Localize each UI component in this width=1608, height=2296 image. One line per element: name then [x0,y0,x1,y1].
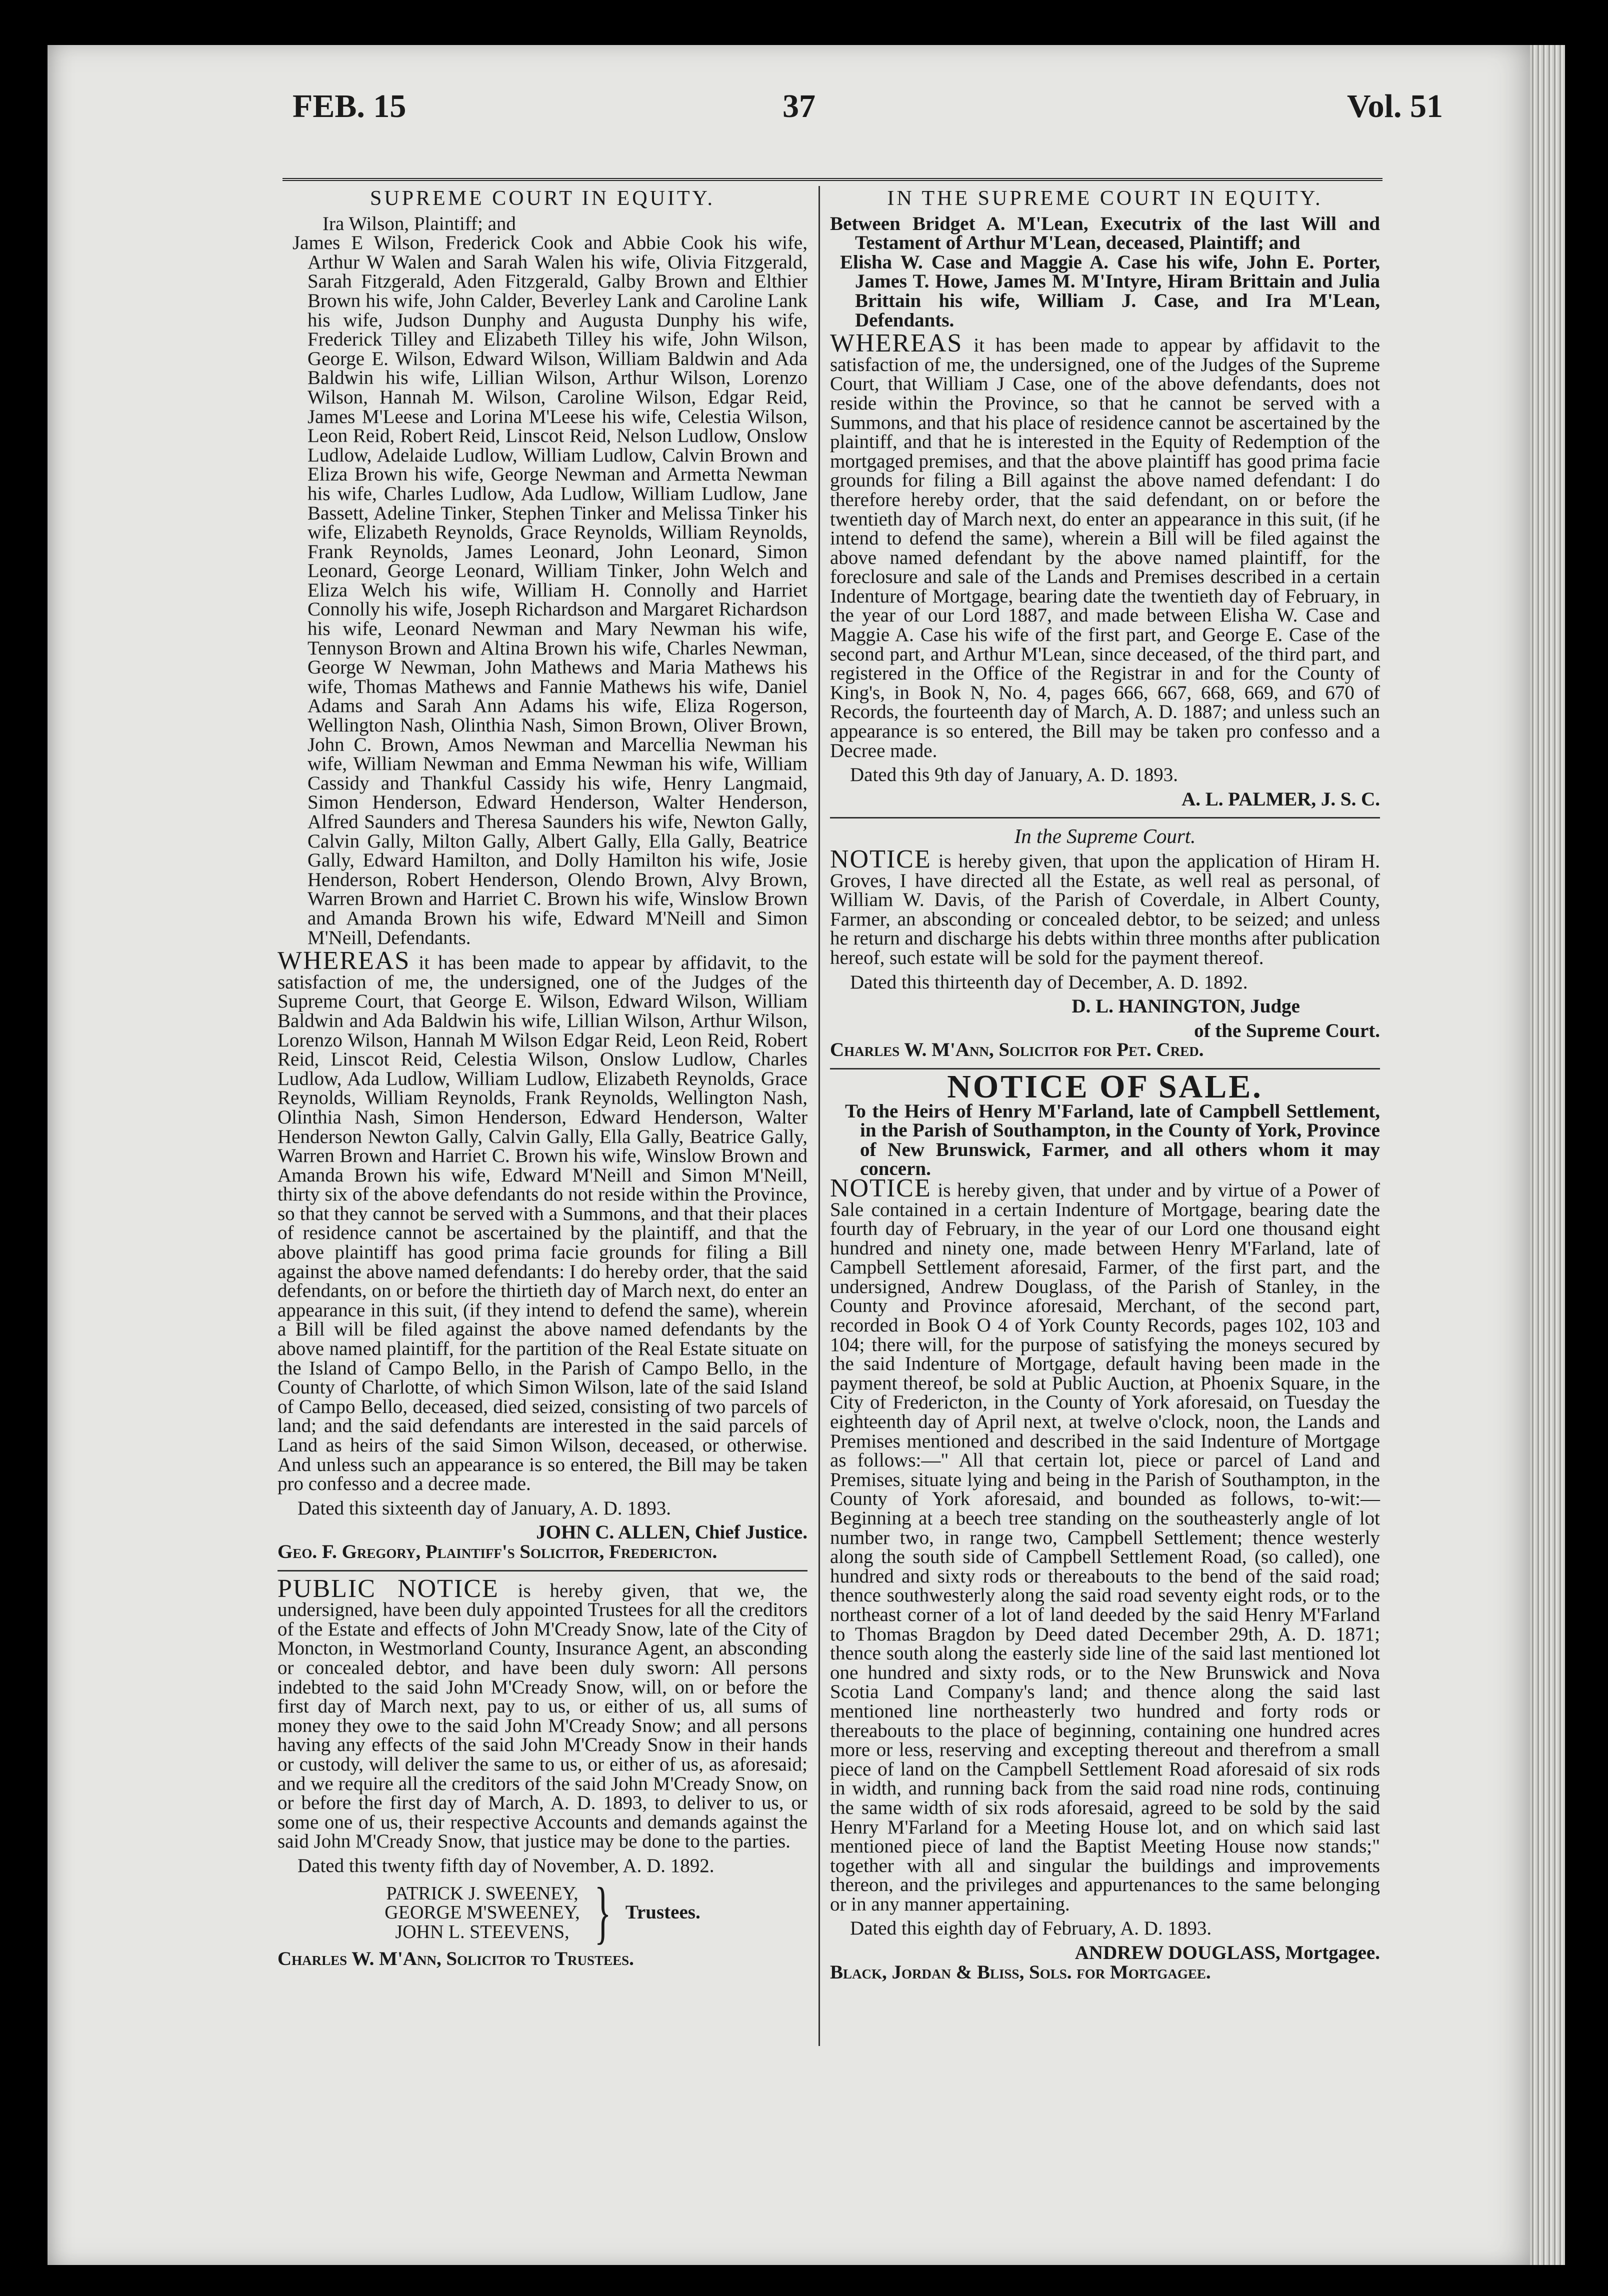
petition-solicitor: Charles W. M'Ann, Solicitor for Pet. Cred. [830,1039,1204,1061]
right-whereas-word: WHEREAS [830,329,963,358]
right-column [830,189,1380,1982]
sale-addressee: To the Heirs of Henry M'Farland, late of Campbell Settlement, in the Parish of Southampton, in the County of York, Province of New Brunswick, Farmer, and all others whom it may concern. [845,1100,1380,1180]
sale-notice-word: NOTICE [830,1174,932,1202]
parties-plaintiff: Between Bridget A. M'Lean, Executrix of the last Will and Testament of Arthur M'Lean, deceased, Plaintiff; and [830,212,1380,254]
left-column [278,189,808,1969]
left-title: SUPREME COURT IN EQUITY. [370,187,715,210]
header-date: FEB. 15 [292,88,406,124]
right-dated-line: Dated this 9th day of January, A. D. 1893. [850,764,1178,786]
sale-solicitor: Black, Jordan & Bliss, Sols. for Mortgagee. [830,1961,1211,1983]
whereas-word: WHEREAS [278,946,410,976]
public-notice-dated: Dated this twenty fifth day of November, A. D. 1892. [298,1854,714,1876]
right-title: IN THE SUPREME COURT IN EQUITY. [887,187,1323,210]
separator [278,1570,808,1572]
notice-dated: Dated this thirteenth day of December, A. D. 1892. [850,971,1248,993]
page-header [240,88,1443,132]
defendants-list: James E Wilson, Frederick Cook and Abbie Cook his wife, Arthur W Walen and Sarah Walen his wife, Olivia Fitzgerald, Sarah Fitzgerald, Aden Fitzgerald, Galby Brown and Elthier Brown his wife, John Calder, Beverley Lank and Caroline Lank his wife, Judson Dunphy and Augusta Dunphy his wife, Frederick Tilley and Elizabeth Tilley his wife, John Wilson, George E. Wilson, Edward Wilson, William Baldwin and Ada Baldwin his wife, Lillian Wilson, Arthur Wilson, Lorenzo Wilson, Hannah M. Wilson, Caroline Wilson, Edgar Reid, James M'Leese and Lorina M'Leese his wife, Celestia Wilson, Leon Reid, Robert Reid, Linscot Reid, Nelson Ludlow, Onslow Ludlow, Adelaide Ludlow, William Ludlow, Calvin Brown and Eliza Brown his wife, George Newman and Armetta Newman his wife, Charles Ludlow, Ada Ludlow, William Ludlow, Jane Bassett, Adeline Tinker, Stephen Tinker and Melissa Tinker his wife, Elizabeth Reynolds, Grace Reynolds, William Reynolds, Frank Reynolds, James Leonard, John Leonard, Simon Leonard, George Leonard, William Tinker, John Welch and Eliza Welch his wife, William H. Connolly and Harriet Connolly his wife, Joseph Richardson and Margaret Richardson his wife, Leonard Newman and Mary Newman his wife, Tennyson Brown and Altina Brown his wife, Charles Newman, George W Newman, John Mathews and Maria Mathews his wife, Thomas Mathews and Fannie Mathews his wife, Daniel Adams and Sarah Ann Adams his wife, Eliza Rogerson, Wellington Nash, Olinthia Nash, Simon Brown, Oliver Brown, John C. Brown, Amos Newman and Marcellia Newman his wife, William Newman and Emma Newman his wife, William Cassidy and Thankful Cassidy his wife, Henry Langmaid, Simon Henderson, Edward Henderson, Walter Henderson, Alfred Saunders and Theresa Saunders his wife, Newton Gally, Calvin Gally, Milton Gally, Albert Gally, Ella Gally, Beatrice Gally, Edward Hamilton, and Dolly Hamilton his wife, Josie Henderson, Robert Henderson, Olendo Brown, Alvy Brown, Warren Brown and Harriet C. Brown his wife, Winslow Brown and Amanda Brown his wife, Edward M'Neill and Simon M'Neill, Defendants. [292,232,808,948]
trustee-name: GEORGE M'SWEENEY, [384,1902,580,1924]
trustees-label: Trustees. [625,1902,700,1924]
trustees-block [278,1874,808,1952]
judge2-title: of the Supreme Court. [1194,1020,1380,1042]
public-notice-word: PUBLIC NOTICE [278,1574,499,1603]
separator [830,817,1380,818]
mortgagee-signature: ANDREW DOUGLASS, Mortgagee. [1074,1942,1380,1964]
public-notice-paragraph: PUBLIC NOTICE is hereby given, that we, the undersigned, have been duly appointed Trustees for all the creditors of the Estate and effects of John M'Cready Snow, late of the City of Moncton, in Westmorland County, Insurance Agent, an absconding or concealed debtor, and have been duly sworn: All persons indebted to the said John M'Cready Snow, will, on or before the first day of March next, pay to us, or either of us, all sums of money they owe to the said John M'Cready Snow; and all persons having any effects of the said John M'Cready Snow in their hands or custody, will deliver the same to us, or either of us, as aforesaid; and we require all the creditors of the said John M'Cready Snow, on or before the first day of March, A. D. 1893, to deliver to us, or some one of us, their respective Accounts and demands against the said John M'Cready Snow, that justice may be done to the parties. [278,1574,808,1852]
header-volume: Vol. 51 [1347,88,1443,124]
parties-defendants: Elisha W. Case and Maggie A. Case his wife, John E. Porter, James T. Howe, James M. M'Intyre, Hiram Brittain and Julia Brittain his wife, William J. Case, and Ira M'Lean, Defendants. [840,251,1380,331]
trustee-solicitor: Charles W. M'Ann, Solicitor to Trustees. [278,1948,634,1970]
trustee-name: PATRICK J. SWEENEY, [386,1882,578,1904]
trustee-name: JOHN L. STEEVENS, [395,1921,570,1942]
plaintiff-solicitor: Geo. F. Gregory, Plaintiff's Solicitor, Fredericton. [278,1540,718,1562]
plaintiff-line: Ira Wilson, Plaintiff; and [322,212,516,234]
court-title: In the Supreme Court. [1014,824,1196,848]
page-edge [1530,45,1565,2265]
brace-glyph: } [594,1874,612,1952]
notice-paragraph: NOTICE is hereby given, that upon the application of Hiram H. Groves, I have directed all the Estate, as well real as personal, of William W. Davis, of the Parish of Coverdale, in Albert County, Farmer, an absconding or concealed debtor, to be seized; and unless he return and discharge his debts within three months after publication hereof, such estate will be sold for the payment thereof. [830,845,1380,968]
header-rule [282,178,1382,181]
whereas-paragraph: WHEREAS it has been made to appear by affidavit, to the satisfaction of me, the undersigned, one of the Judges of the Supreme Court, that George E. Wilson, Edward Wilson, William Baldwin and Ada Baldwin his wife, Lillian Wilson, Arthur Wilson, Lorenzo Wilson, Hannah M Wilson Edgar Reid, Leon Reid, Robert Reid, Linscot Reid, Celestia Wilson, Onslow Ludlow, Charles Ludlow, Ada Ludlow, William Ludlow, Elizabeth Reynolds, Grace Reynolds, William Reynolds, Frank Reynolds, Wellington Nash, Olinthia Nash, Simon Henderson, Edward Henderson, Walter Henderson Newton Gally, Calvin Gally, Ella Gally, Beatrice Gally, Warren Brown and Harriet C. Brown his wife, Winslow Brown and Amanda Brown his wife, Edward M'Neill and Simon M'Neill, thirty six of the above defendants do not reside within the Province, so that they cannot be served with a Summons, and that their places of residence cannot be ascertained by the plaintiff, and that the above plaintiff has good prima facie grounds for filing a Bill against the above named defendants: I do hereby order, that the said defendants, on or before the thirtieth day of March next, do enter an appearance in this suit, (if they intend to defend the same), wherein a Bill will be filed against the above named defendants by the above named plaintiff, for the partition of the Real Estate situate on the Island of Campo Bello, in the Parish of Campo Bello, in the County of Charlotte, of which Simon Wilson, late of the said Island of Campo Bello, deceased, died seized, consisting of two parcels of land; and the said defendants are interested in the said parcels of Land as heirs of the said Simon Wilson, deceased, or otherwise. And unless such an appearance is so entered, the Bill may be taken pro confesso and a decree made. [278,946,808,1495]
dated-line: Dated this sixteenth day of January, A. D. 1893. [298,1497,671,1519]
sale-dated: Dated this eighth day of February, A. D. 1893. [850,1918,1212,1940]
black-margin [1593,0,1608,2296]
judge2-signature: D. L. HANINGTON, Judge [1072,996,1300,1018]
notice-word: NOTICE [830,845,932,874]
header-page-number: 37 [782,88,816,124]
right-judge-signature: A. L. PALMER, J. S. C. [1182,788,1380,810]
judge-signature: JOHN C. ALLEN, Chief Justice. [536,1522,808,1544]
right-whereas-paragraph: WHEREAS it has been made to appear by affidavit to the satisfaction of me, the undersigned, one of the Judges of the Supreme Court, that William J Case, one of the above defendants, does not reside within the Province, so that he cannot be served with a Summons, and that his place of residence cannot be ascertained by the plaintiff, and that he is interested in the Equity of Redemption of the mortgaged premises, and that the above plaintiff has good prima facie grounds for filing a Bill against the above named defendant: I do therefore hereby order, that the said defendant, on or before the twentieth day of March next, do enter an appearance in this suit, (if he intend to defend the same), wherein a Bill will be filed against the above named defendant by the above named plaintiff, for the foreclosure and sale of the Lands and Premises described in a certain Indenture of Mortgage, bearing date the twentieth day of February, in the year of our Lord 1887, and made between Elisha W. Case and Maggie A. Case his wife of the first part, and George E. Case of the second part, and Arthur M'Lean, since deceased, of the third part, and registered in the Office of the Registrar in and for the County of King's, in Book N, No. 4, pages 666, 667, 668, 669, and 670 of Records, the fourteenth day of March, A. D. 1887; and unless such an appearance is so entered, the Bill may be taken pro confesso and a Decree made. [830,329,1380,762]
column-divider [818,186,820,2046]
notice-of-sale-title: NOTICE OF SALE. [947,1068,1263,1105]
sale-paragraph: NOTICE is hereby given, that under and by virtue of a Power of Sale contained in a certain Indenture of Mortgage, bearing date the fourth day of February, in the year of our Lord one thousand eight hundred and ninety one, made between Henry M'Farland, late of Campbell Settlement aforesaid, Farmer, of the first part, and the undersigned, Andrew Douglass, of the Parish of Stanley, in the County and Province aforesaid, Merchant, of the second part, recorded in Book O 4 of York County Records, pages 102, 103 and 104; there will, for the purpose of satisfying the moneys secured by the said Indenture of Mortgage, default having been made in the payment thereof, be sold at Public Auction, at Phoenix Square, in the City of Fredericton, in the County of York aforesaid, on Tuesday the eighteenth day of April next, at twelve o'clock, noon, the Lands and Premises mentioned and described in the said Indenture of Mortgage as follows:—" All that certain lot, piece or parcel of Land and Premises, situate lying and being in the Parish of Southampton, in the County of York aforesaid, and bounded as follows, to-wit:—Beginning at a beech tree standing on the southeasterly angle of lot number two, in range two, Campbell Settlement; thence westerly along the south side of Campbell Settlement Road, (so called), one hundred and sixty rods or thereabouts to the bend of the said road; thence southwesterly along the said road seventy eight rods, or to the northeast corner of a lot of land deeded by the said Henry M'Farland to Thomas Bragdon by Deed dated December 29th, A. D. 1871; thence south along the easterly side line of the said last mentioned lot one hundred and sixty rods, or to the New Brunswick and Nova Scotia Land Company's land; and thence along the said last mentioned line northeasterly two hundred and forty rods or thereabouts to the place of beginning, containing one hundred acres more or less, reserving and excepting thereout and therefrom a small piece of land on the Campbell Settlement Road aforesaid of six rods in width, and running back from the said road nine rods, continuing the same width of six rods aforesaid, agreed to be sold by the said Henry M'Farland for a Meeting House lot, and on which said last mentioned piece of land the Baptist Meeting House now stands;" together with all and singular the buildings and improvements thereon, and the privileges and appurtenances to the same belonging or in any manner appertaining. [830,1174,1380,1915]
